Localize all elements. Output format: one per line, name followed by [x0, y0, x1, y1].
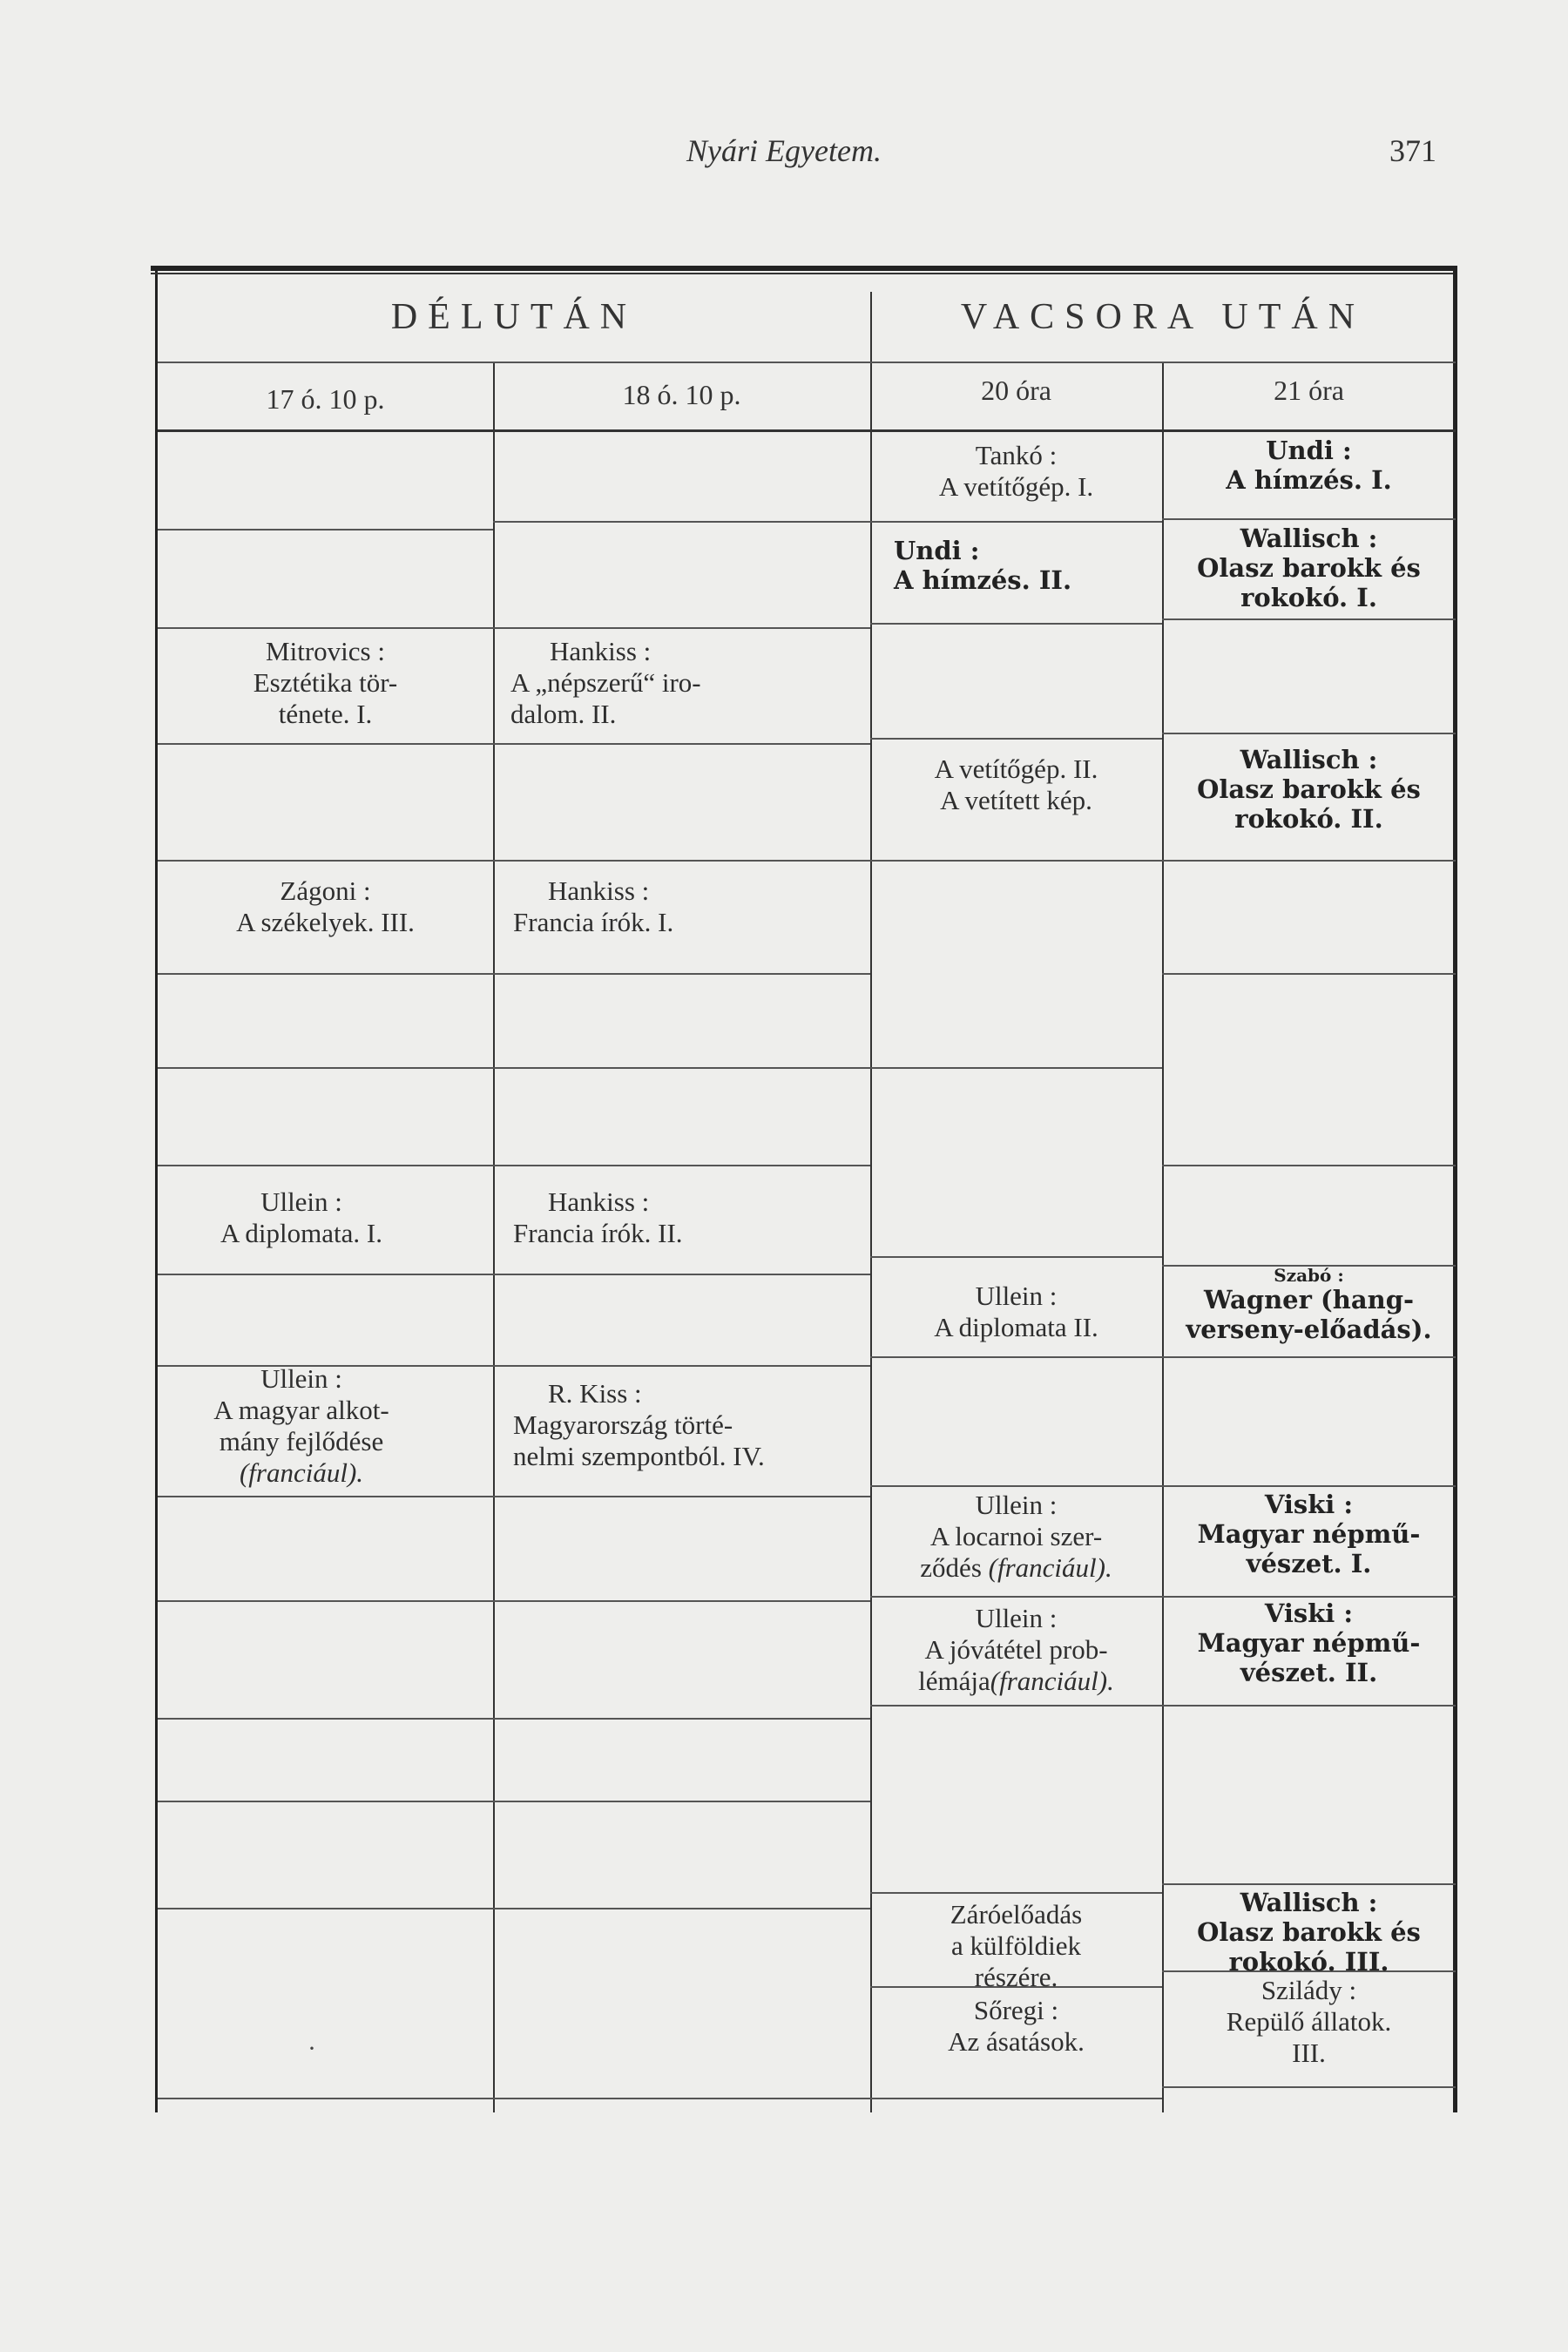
row-rule [1162, 2086, 1456, 2088]
lecture-title-line: A hímzés. I. [1226, 465, 1392, 495]
lecturer-name: Zágoni : [280, 875, 371, 906]
row-rule [1162, 1356, 1456, 1358]
lecture-title-line [870, 1552, 1162, 1584]
divider-afternoon-evening [870, 292, 872, 2112]
lecturer-name: Hankiss : [548, 1186, 650, 1217]
lecture-title-line: mány fejlődése [219, 1426, 384, 1456]
lecture-zagoni [158, 875, 493, 938]
row-rule [493, 1908, 870, 1909]
row-rule [1162, 618, 1456, 620]
lecture-undi-himzes-2 [894, 536, 1155, 595]
subheader-rule [158, 429, 1456, 432]
row-rule [870, 1067, 1162, 1069]
lecturer-name: Mitrovics : [266, 636, 385, 666]
row-rule [158, 743, 493, 745]
row-rule [158, 860, 493, 862]
lecture-title-line: Olasz barokk és [1197, 774, 1421, 804]
lecture-title-line: rokokó. I. [1240, 583, 1377, 612]
lecture-soregi [870, 1995, 1162, 2058]
lecturer-name: Undi : [1266, 436, 1352, 465]
lecture-viski-1 [1162, 1490, 1456, 1578]
lecture-tanko [870, 440, 1162, 503]
lecture-title-line: vészet. II. [1240, 1658, 1378, 1687]
row-rule [870, 1256, 1162, 1258]
lecture-title-line: A hímzés. II. [894, 565, 1072, 595]
lecture-ullein-jovatetel [870, 1603, 1162, 1697]
lecture-wallisch-3 [1162, 1888, 1456, 1977]
lecturer-name: Viski : [1264, 1490, 1354, 1519]
lecturer-name: Wallisch : [1240, 745, 1378, 774]
lecturer-name: Tankó : [975, 440, 1058, 470]
lecture-hankiss-francia-1 [513, 875, 870, 938]
lecture-title-line: Olasz barokk és [1197, 553, 1421, 583]
row-rule [158, 973, 493, 975]
row-rule [870, 623, 1162, 625]
row-rule [158, 529, 493, 531]
lecturer-name: Szabó : [1274, 1265, 1344, 1286]
lecturer-name: Hankiss : [550, 636, 652, 666]
lecture-title-line: A vetített kép. [940, 785, 1092, 815]
lecture-title-line: rokokó. III. [1228, 1947, 1389, 1977]
row-rule [493, 1718, 870, 1720]
lecture-title-line: vészet. I. [1246, 1549, 1372, 1578]
row-rule [158, 627, 493, 629]
lecture-title-line: A „népszerű“ iro- [510, 667, 701, 698]
lecture-title-line: Magyar népmű- [1197, 1519, 1421, 1549]
row-rule [493, 627, 870, 629]
row-rule [493, 521, 870, 523]
row-rule [493, 1165, 870, 1166]
lecture-language-note: (franciául). [988, 1552, 1112, 1583]
lecture-title-line: A vetítőgép. I. [938, 471, 1094, 502]
lecture-title-line: nelmi szempontból. IV. [513, 1441, 765, 1471]
row-rule [158, 1067, 493, 1069]
lecturer-name: Viski : [1264, 1598, 1354, 1628]
row-rule [870, 1705, 1162, 1707]
header-afternoon: DÉLUTÁN [390, 297, 638, 337]
header-time-1710: 17 ó. 10 p. [266, 383, 385, 415]
row-rule [870, 1485, 1162, 1487]
lecture-title-line: Záróelőadás [950, 1899, 1083, 1930]
row-rule [493, 1365, 870, 1367]
lecturer-name: Sőregi : [973, 1995, 1059, 2025]
lecture-title-line [870, 1666, 1162, 1697]
lecture-title-line: A vetítőgép. II. [934, 754, 1098, 784]
row-rule [493, 973, 870, 975]
lecture-title-line: A locarnoi szer- [929, 1521, 1103, 1551]
lecture-hankiss-nepszeru [510, 636, 870, 730]
lecturer-name: Undi : [894, 536, 980, 565]
lecture-mitrovics [158, 636, 493, 730]
lecture-title-line: Az ásatások. [948, 2026, 1085, 2057]
lecture-language-note: (franciául). [990, 1666, 1114, 1696]
lecture-viski-2 [1162, 1598, 1456, 1687]
header-time-21: 21 óra [1274, 375, 1344, 406]
lecture-title-line: a külföldiek [951, 1930, 1081, 1961]
divider-col1-col2 [493, 362, 495, 2112]
row-rule [493, 1801, 870, 1802]
row-rule [870, 1356, 1162, 1358]
lecture-title-line: A székelyek. III. [236, 907, 415, 937]
row-rule [870, 1892, 1162, 1894]
header-time-20: 20 óra [981, 375, 1051, 406]
row-rule [1162, 733, 1456, 734]
lecture-title-line: A diplomata II. [934, 1312, 1098, 1342]
lecture-title-line: rokokó. II. [1234, 804, 1383, 834]
lecture-vetitogep-2 [870, 754, 1162, 816]
row-rule [870, 1596, 1162, 1598]
row-rule [158, 1165, 493, 1166]
row-rule [493, 743, 870, 745]
row-rule [1162, 860, 1456, 862]
lecture-title-line: Esztétika tör- [253, 667, 398, 698]
row-rule [870, 860, 1162, 862]
row-rule [1162, 1705, 1456, 1707]
lecturer-name: Ullein : [260, 1186, 342, 1217]
lecture-zaroeloadas [870, 1899, 1162, 1993]
row-rule [493, 860, 870, 862]
row-rule [1162, 1485, 1456, 1487]
row-rule [870, 521, 1162, 523]
lecture-ullein-locarno [870, 1490, 1162, 1584]
lecture-title-word: lémája [918, 1666, 990, 1696]
row-rule [1162, 1165, 1456, 1166]
lecture-title-line: Repülő állatok. [1226, 2006, 1392, 2037]
lecture-title-line: Francia írók. I. [513, 907, 674, 937]
row-rule [493, 1600, 870, 1602]
header-rule [158, 362, 1456, 363]
lecture-title-word: ződés [920, 1552, 982, 1583]
lecture-title-line: A diplomata. I. [220, 1218, 382, 1248]
running-head-title: Nyári Egyetem. [686, 133, 882, 168]
lecture-hankiss-francia-2 [513, 1186, 870, 1249]
row-rule [1162, 1596, 1456, 1598]
row-rule [493, 1067, 870, 1069]
lecture-ullein-diplomata-2 [870, 1281, 1162, 1343]
row-rule [493, 1274, 870, 1275]
lecturer-name: Ullein : [975, 1490, 1058, 1520]
lecture-language-note: (franciául). [239, 1457, 364, 1488]
lecturer-name: Wallisch : [1240, 524, 1378, 553]
lecture-undi-himzes-1 [1162, 436, 1456, 495]
schedule-table [155, 266, 1456, 2112]
row-rule [158, 2098, 1162, 2099]
lecture-szabo [1162, 1266, 1456, 1344]
lecture-kiss [513, 1378, 870, 1472]
row-rule [1162, 1883, 1456, 1885]
table-top-rule-thin [151, 273, 1456, 274]
row-rule [158, 1908, 493, 1909]
lecturer-name: Szilády : [1260, 1975, 1357, 2005]
row-rule [158, 1496, 493, 1497]
row-rule [158, 1600, 493, 1602]
stray-dot-mark: · [308, 2034, 316, 2063]
lecture-title-line: ténete. I. [278, 699, 373, 729]
lecture-ullein-diplomata [158, 1186, 445, 1249]
lecturer-name: Ullein : [975, 1603, 1058, 1633]
row-rule [158, 1274, 493, 1275]
lecture-szilady [1162, 1975, 1456, 2069]
lecturer-name: Ullein : [260, 1363, 342, 1394]
lecture-title-line: Wagner (hang- [1203, 1285, 1415, 1315]
lecturer-name: Hankiss : [548, 875, 650, 906]
lecturer-name: Ullein : [975, 1281, 1058, 1311]
row-rule [1162, 973, 1456, 975]
lecturer-name: Wallisch : [1240, 1888, 1378, 1917]
lecture-title-line: A jóvátétel prob- [924, 1634, 1108, 1665]
lecture-title-line: verseny-előadás). [1186, 1315, 1432, 1344]
lecture-title-line: dalom. II. [510, 699, 617, 729]
lecture-title-line: Magyar népmű- [1197, 1628, 1421, 1658]
header-time-1810: 18 ó. 10 p. [622, 379, 741, 410]
lecture-title-line: részére. [974, 1962, 1058, 1992]
row-rule [493, 1496, 870, 1497]
divider-col3-col4 [1162, 362, 1164, 2112]
row-rule [870, 738, 1162, 740]
lecture-wallisch-1 [1162, 524, 1456, 612]
lecture-title-line: III. [1292, 2038, 1326, 2068]
row-rule [158, 1718, 493, 1720]
table-top-rule [151, 266, 1456, 271]
page-number: 371 [1389, 133, 1436, 168]
row-rule [158, 1801, 493, 1802]
lecture-title-line: Magyarország törté- [513, 1409, 733, 1440]
lecture-title-line: A magyar alkot- [213, 1395, 389, 1425]
header-evening: VACSORA UTÁN [960, 297, 1366, 337]
lecture-wallisch-2 [1162, 745, 1456, 834]
lecturer-name: R. Kiss : [548, 1378, 642, 1409]
row-rule [1162, 518, 1456, 520]
lecture-ullein-alkotmany [158, 1363, 445, 1489]
lecture-title-line: Olasz barokk és [1197, 1917, 1421, 1947]
lecture-title-line: Francia írók. II. [513, 1218, 683, 1248]
